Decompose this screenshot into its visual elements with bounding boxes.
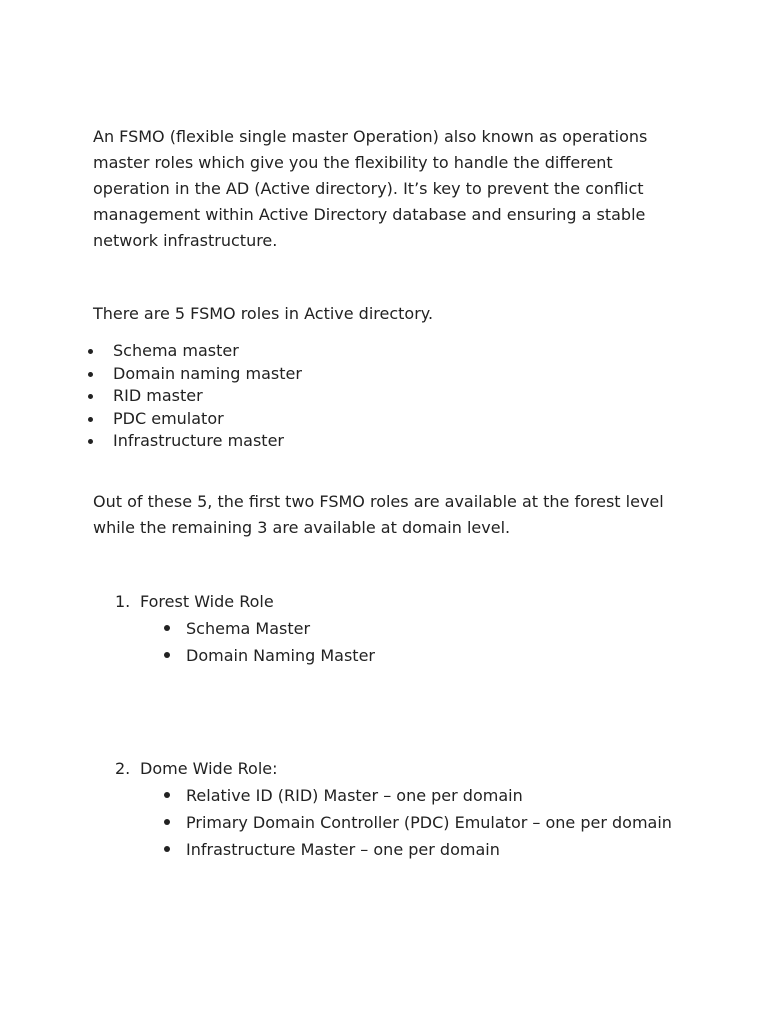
list-item-label: PDC emulator <box>113 408 224 428</box>
list-item <box>115 642 375 669</box>
list-item-label: Infrastructure master <box>113 431 284 450</box>
list-item <box>88 340 302 363</box>
bullet-icon <box>164 846 170 852</box>
list-item <box>88 430 302 453</box>
bullet-icon <box>164 792 170 798</box>
list-item-label: Domain naming master <box>113 363 302 383</box>
list-item <box>88 408 302 431</box>
bullet-icon <box>88 349 93 354</box>
domain-role-list <box>115 782 672 863</box>
list-item <box>115 809 672 836</box>
list-number: 1. <box>115 592 131 611</box>
bullet-icon <box>164 625 170 631</box>
bullet-icon <box>164 652 170 658</box>
bullet-icon <box>88 439 93 444</box>
list-item <box>115 782 672 809</box>
levels-note-paragraph: Out of these 5, the first two FSMO roles are available at the forest level while the remaining 3 are available at domain level. <box>93 492 664 537</box>
bullet-icon <box>88 372 93 377</box>
list-item <box>88 385 302 408</box>
list-item-label: Domain Naming Master <box>186 646 375 665</box>
list-item <box>115 836 672 863</box>
list-item <box>88 363 302 386</box>
list-number: 2. <box>115 759 131 778</box>
roles-bullet-list <box>88 340 302 453</box>
intro-paragraph: An FSMO (flexible single master Operation) also known as operations master roles which give you the flexibility to handle the different operation in the AD (Active directory). It’s key to prevent the conflict management within Active Directory database and ensuring a stable network infrastructure. <box>93 127 648 250</box>
list-item <box>115 615 375 642</box>
forest-role-title: Forest Wide Role <box>140 592 274 611</box>
domain-role-heading <box>115 756 672 782</box>
domain-wide-role-section <box>115 756 672 863</box>
forest-wide-role-section <box>115 589 375 669</box>
bullet-icon <box>88 394 93 399</box>
list-item-label: Primary Domain Controller (PDC) Emulator – one per domain <box>186 813 672 832</box>
list-item-label: Schema Master <box>186 619 311 638</box>
list-item-label: RID master <box>113 386 203 405</box>
roles-intro-paragraph: There are 5 FSMO roles in Active directory. <box>93 304 434 323</box>
forest-role-list <box>115 615 375 669</box>
bullet-icon <box>164 819 170 825</box>
list-item-label: Infrastructure Master – one per domain <box>186 840 500 859</box>
forest-role-heading <box>115 589 375 615</box>
domain-role-title: Dome Wide Role: <box>140 759 278 778</box>
list-item-label: Schema master <box>113 341 239 360</box>
bullet-icon <box>88 417 93 422</box>
list-item-label: Relative ID (RID) Master – one per domain <box>186 786 523 805</box>
